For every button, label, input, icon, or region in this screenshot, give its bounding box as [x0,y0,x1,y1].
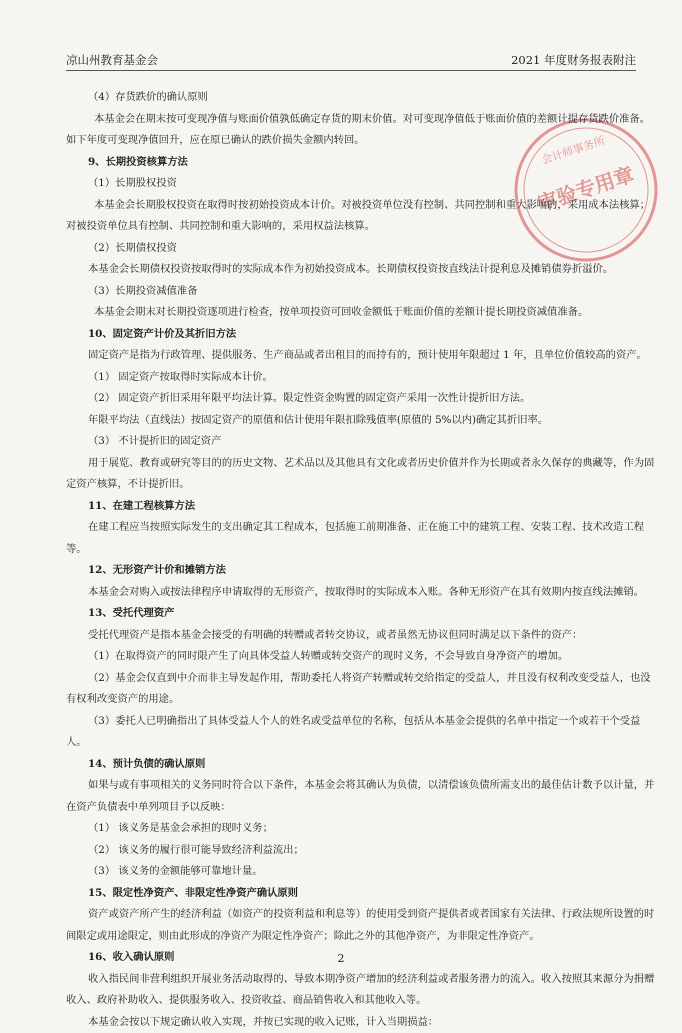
paragraph-net-assets: 资产或资产所产生的经济利益（如资产的投资利益和利息等）的使用受到资产提供者或者国家有关法律、行政法规所设置的时间限定或用途限定，则由此形成的净资产为限定性净资产；除此之外的其他净资产，为非限定性净资产。 [66,904,656,947]
list-item-provisions-1: （1） 该义务是基金会承担的现时义务； [66,818,656,840]
section-heading-12: 12、无形资产计价和摊销方法 [66,560,656,582]
svg-text:会计师事务所: 会计师事务所 [539,133,606,167]
list-item-fixed-assets-1: （1） 固定资产按取得时实际成本计价。 [66,367,656,389]
page-header [66,52,636,71]
section-heading-9: 9、长期投资核算方法 [66,152,656,174]
section-heading-11: 11、在建工程核算方法 [66,496,656,518]
paragraph-long-term-equity: 本基金会长期股权投资在取得时按初始投资成本计价。对被投资单位没有控制、共同控制和重大影响的，采用成本法核算；对被投资单位具有控制、共同控制和重大影响的，采用权益法核算。 [66,195,656,238]
subheading-inventory-impairment: （4）存货跌价的确认原则 [66,87,656,109]
list-item-entrusted-3: （3）委托人已明确指出了具体受益人个人的姓名或受益单位的名称，包括从本基金会提供的名单中指定一个或若干个受益人。 [66,711,656,754]
subheading-long-term-debt: （2）长期债权投资 [66,238,656,260]
paragraph-investment-impairment: 本基金会期末对长期投资逐项进行检查，按单项投资可回收金额低于账面价值的差额计提长期投资减值准备。 [66,302,656,324]
paragraph-intangibles: 本基金会对购入或按法律程序申请取得的无形资产，按取得时的实际成本入账。各种无形资产在其有效期内按直线法摊销。 [66,582,656,604]
paragraph-fixed-assets: 固定资产是指为行政管理、提供服务、生产商品或者出租目的而持有的，预计使用年限超过 1 年，且单位价值较高的资产。 [66,345,656,367]
header-org: 凉山州教育基金会 [66,52,158,68]
list-item-fixed-assets-3: （3） 不计提折旧的固定资产 [66,431,656,453]
paragraph-long-term-debt: 本基金会长期债权投资按取得时的实际成本作为初始投资成本。长期债权投资按直线法计提利息及摊销债券折溢价。 [66,259,656,281]
paragraph-straight-line: 年限平均法（直线法）按固定资产的原值和估计使用年限扣除残值率(原值的 5%以内)确定其折旧率。 [66,410,656,432]
paragraph-entrusted-assets: 受托代理资产是指本基金会接受的有明确的转赠或者转交协议，或者虽然无协议但同时满足以下条件的资产： [66,625,656,647]
subheading-long-term-equity: （1）长期股权投资 [66,173,656,195]
header-report-title: 2021 年度财务报表附注 [511,52,636,68]
section-heading-10: 10、固定资产计价及其折旧方法 [66,324,656,346]
document-body [66,87,656,1033]
section-heading-13: 13、受托代理资产 [66,603,656,625]
section-heading-14: 14、预计负债的确认原则 [66,754,656,776]
paragraph-provisions: 如果与或有事项相关的义务同时符合以下条件，本基金会将其确认为负债，以清偿该负债所需支出的最佳估计数予以计量，并在资产负债表中单列项目予以反映： [66,775,656,818]
subheading-investment-impairment: （3）长期投资减值准备 [66,281,656,303]
list-item-entrusted-2: （2）基金会仅直到中介而非主导发起作用，帮助委托人将资产转赠或转交给指定的受益人，并且没有权利改变受益人，也没有权利改变资产的用途。 [66,668,656,711]
paragraph-no-depreciation: 用于展览、教育或研究等目的的历史文物、艺术品以及其他具有文化或者历史价值并作为长期或者永久保存的典藏等，作为固定资产核算，不计提折旧。 [66,453,656,496]
paragraph-construction: 在建工程应当按照实际发生的支出确定其工程成本，包括施工前期准备、正在施工中的建筑工程、安装工程、技术改造工程等。 [66,517,656,560]
section-heading-15: 15、限定性净资产、非限定性净资产确认原则 [66,883,656,905]
paragraph-inventory-impairment: 本基金会在期末按可变现净值与账面价值孰低确定存货的期末价值。对可变现净值低于账面价值的差额计提存货跌价准备。如下年度可变现净值回升，应在原已确认的跌价损失金额内转回。 [66,109,656,152]
svg-text:审验专用章: 审验专用章 [534,162,637,216]
paragraph-revenue-recognition: 本基金会按以下规定确认收入实现，并按已实现的收入记账，计入当期损益： [66,1012,656,1033]
page-number: 2 [0,952,682,965]
list-item-entrusted-1: （1）在取得资产的同时限产生了向具体受益人转赠或转交资产的现时义务，不会导致自身净资产的增加。 [66,646,656,668]
list-item-provisions-3: （3） 该义务的金额能够可靠地计量。 [66,861,656,883]
paragraph-revenue: 收入指民间非营利组织开展业务活动取得的、导致本期净资产增加的经济利益或者服务潜力的流入。收入按照其来源分为捐赠收入、政府补助收入、提供服务收入、投资收益、商品销售收入和其他收入等。 [66,969,656,1012]
list-item-fixed-assets-2: （2） 固定资产折旧采用年限平均法计算。限定性资金购置的固定资产采用一次性计提折旧方法。 [66,388,656,410]
section-heading-16: 16、收入确认原则 [66,947,656,969]
list-item-provisions-2: （2） 该义务的履行很可能导致经济利益流出； [66,840,656,862]
